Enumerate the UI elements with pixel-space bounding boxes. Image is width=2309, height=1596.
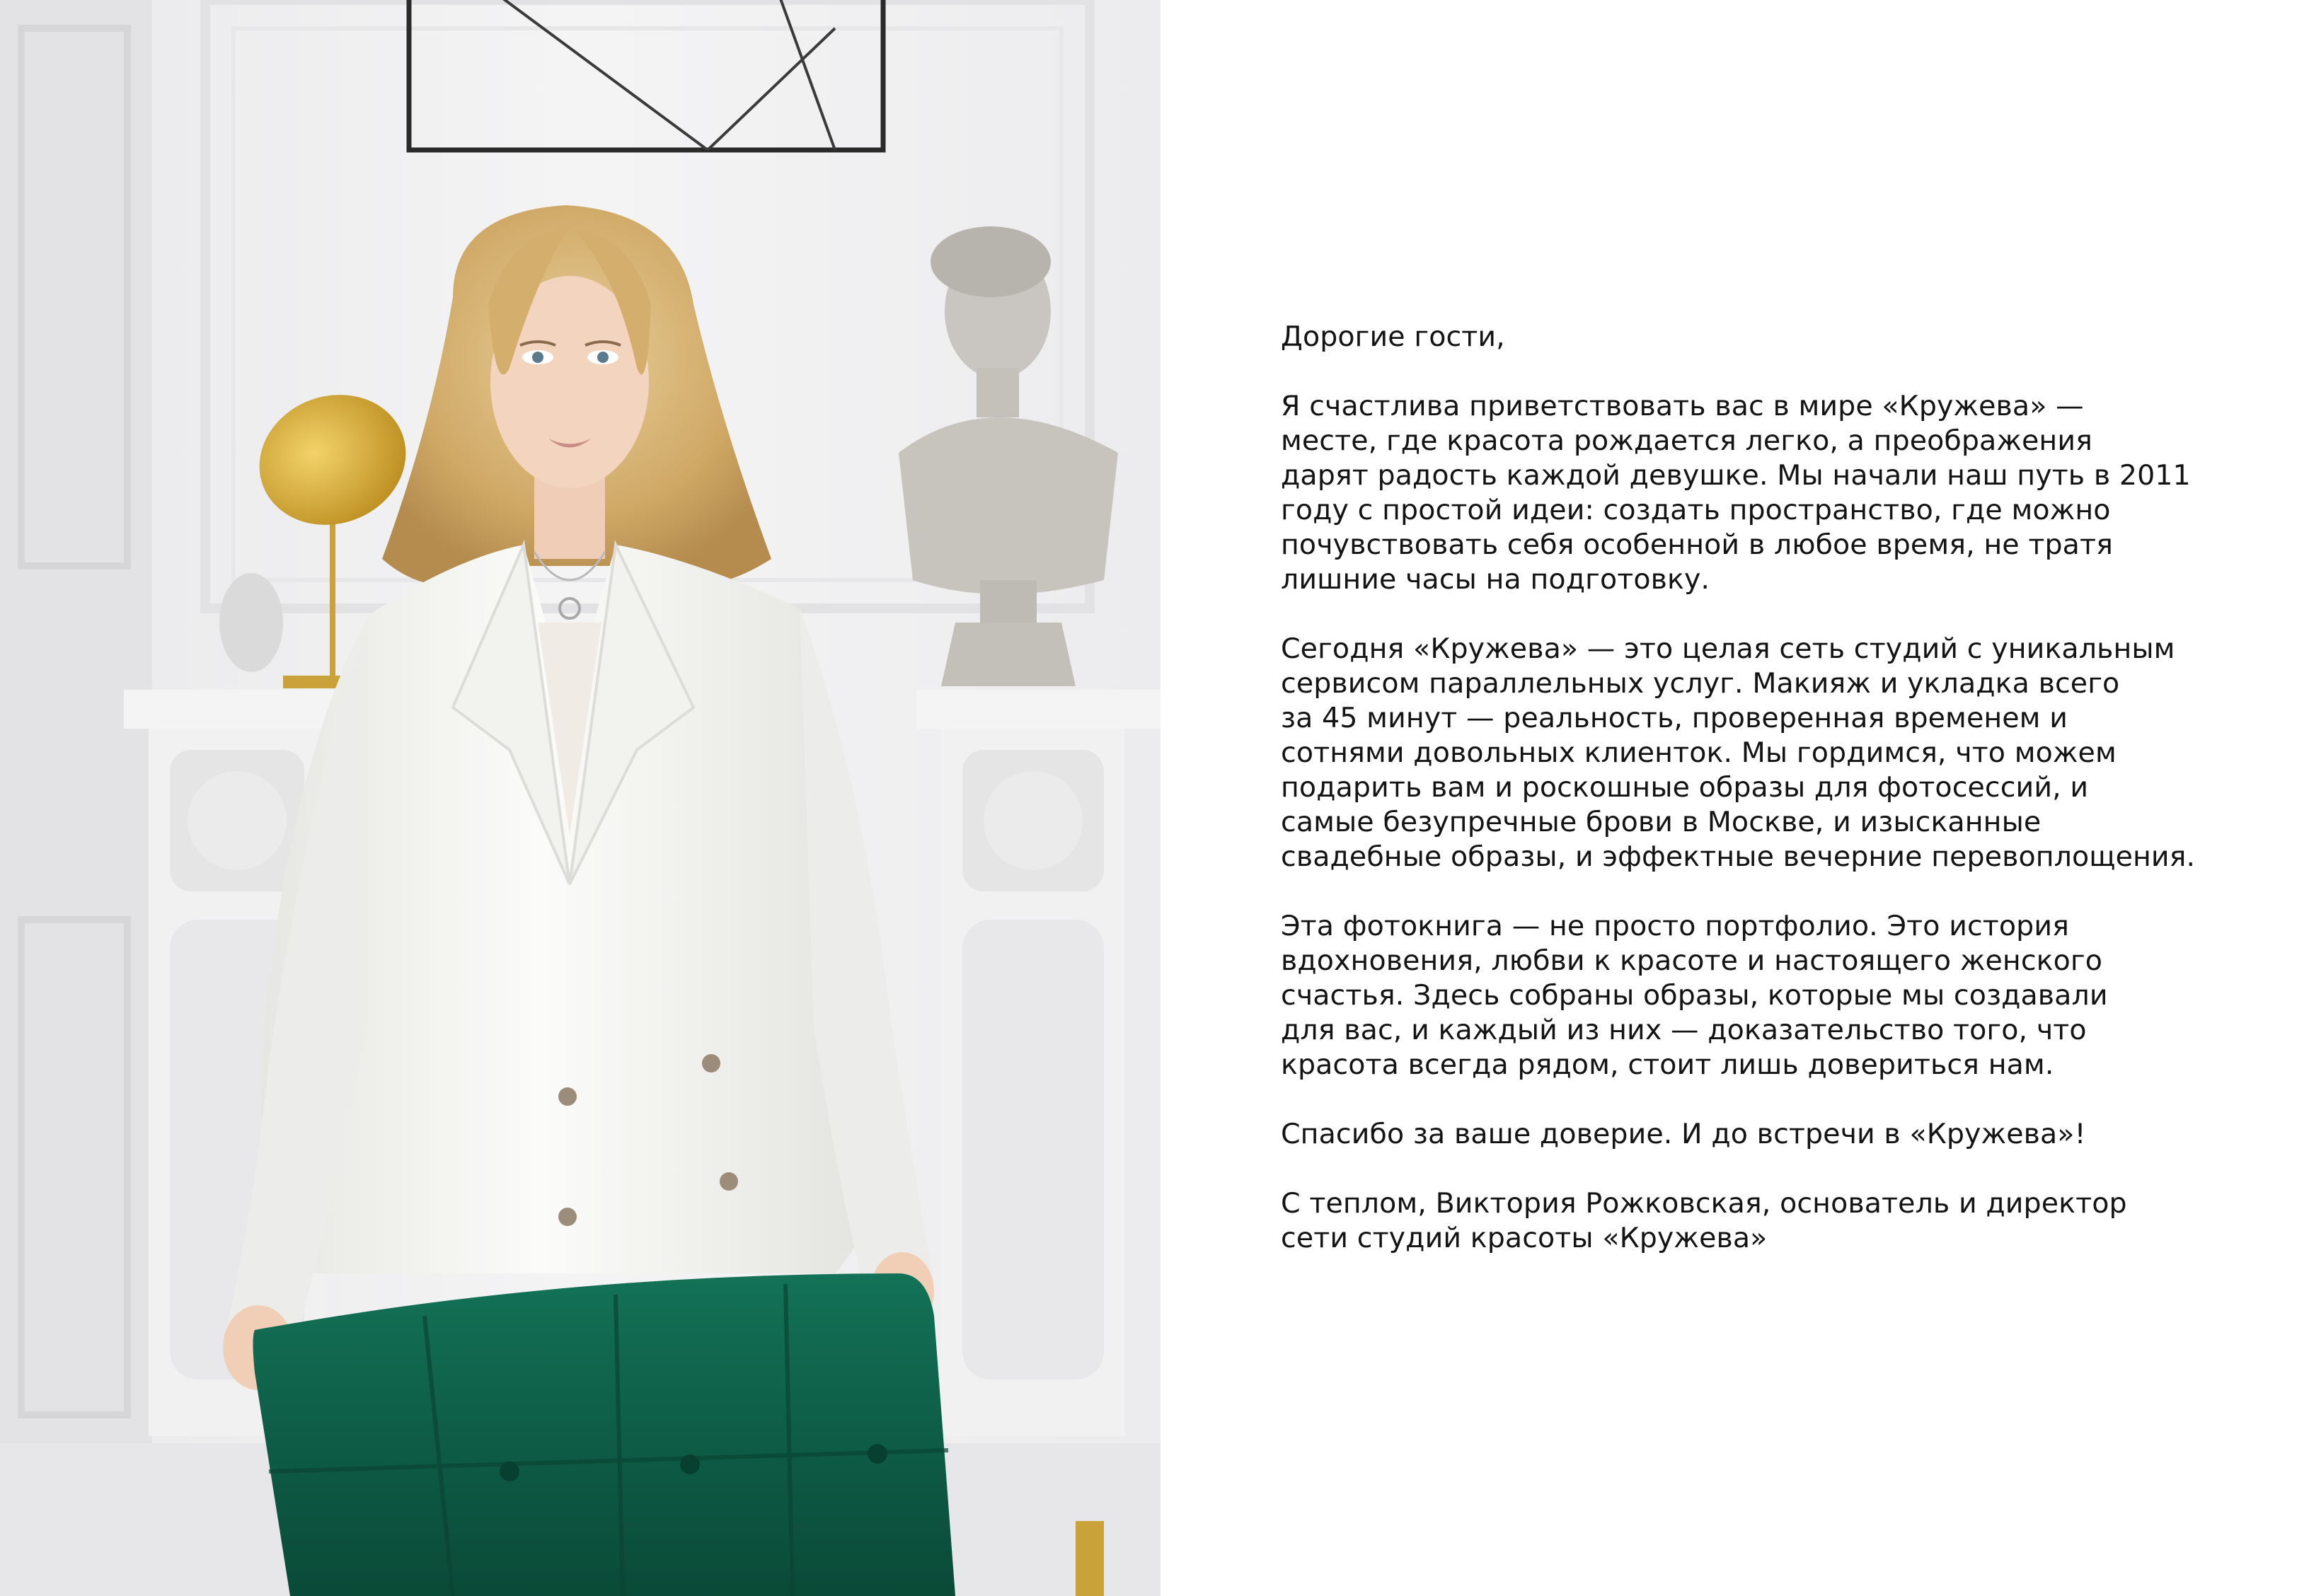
letter-line: Эта фотокнига — не просто портфолио. Это история	[1281, 910, 2069, 942]
letter-paragraph-1	[1281, 389, 2271, 597]
letter-line: красота всегда рядом, стоит лишь довериться нам.	[1281, 1048, 2054, 1081]
letter-page	[1161, 0, 2309, 1596]
letter-line: месте, где красота рождается легко, а преображения	[1281, 424, 2092, 457]
letter-line: году с простой идеи: создать пространство, где можно	[1281, 494, 2111, 526]
letter-line: для вас, и каждый из них — доказательство того, что	[1281, 1014, 2087, 1046]
letter-line: Сегодня «Кружева» — это целая сеть студий с уникальным	[1281, 632, 2175, 665]
letter-paragraph-3	[1281, 909, 2271, 1082]
welcome-letter	[1281, 320, 2271, 1290]
letter-line: счастья. Здесь собраны образы, которые мы создавали	[1281, 979, 2108, 1012]
letter-line: Я счастлива приветствовать вас в мире «Кружева» —	[1281, 390, 2084, 422]
letter-line: почувствовать себя особенной в любое время, не тратя	[1281, 528, 2113, 561]
letter-paragraph-2	[1281, 632, 2271, 874]
letter-line: подарить вам и роскошные образы для фотосессий, и	[1281, 771, 2089, 804]
letter-line: вдохновения, любви к красоте и настоящего женского	[1281, 944, 2103, 977]
letter-line: свадебные образы, и эффектные вечерние перевоплощения.	[1281, 840, 2196, 873]
letter-line: дарят радость каждой девушке. Мы начали наш путь в 2011	[1281, 459, 2191, 492]
letter-line: лишние часы на подготовку.	[1281, 563, 1710, 596]
letter-line: за 45 минут — реальность, проверенная временем и	[1281, 702, 2068, 734]
letter-signature	[1281, 1186, 2271, 1256]
signature-line: сети студий красоты «Кружева»	[1281, 1222, 1768, 1254]
letter-line: самые безупречные брови в Москве, и изысканные	[1281, 806, 2042, 838]
letter-thanks: Спасибо за ваше доверие. И до встречи в «Кружева»!	[1281, 1118, 2086, 1150]
letter-line: сервисом параллельных услуг. Макияж и укладка всего	[1281, 667, 2120, 700]
signature-line: С теплом, Виктория Рожковская, основатель и директор	[1281, 1187, 2127, 1220]
letter-line: сотнями довольных клиенток. Мы гордимся, что можем	[1281, 736, 2117, 769]
letter-greeting: Дорогие гости,	[1281, 320, 1505, 353]
